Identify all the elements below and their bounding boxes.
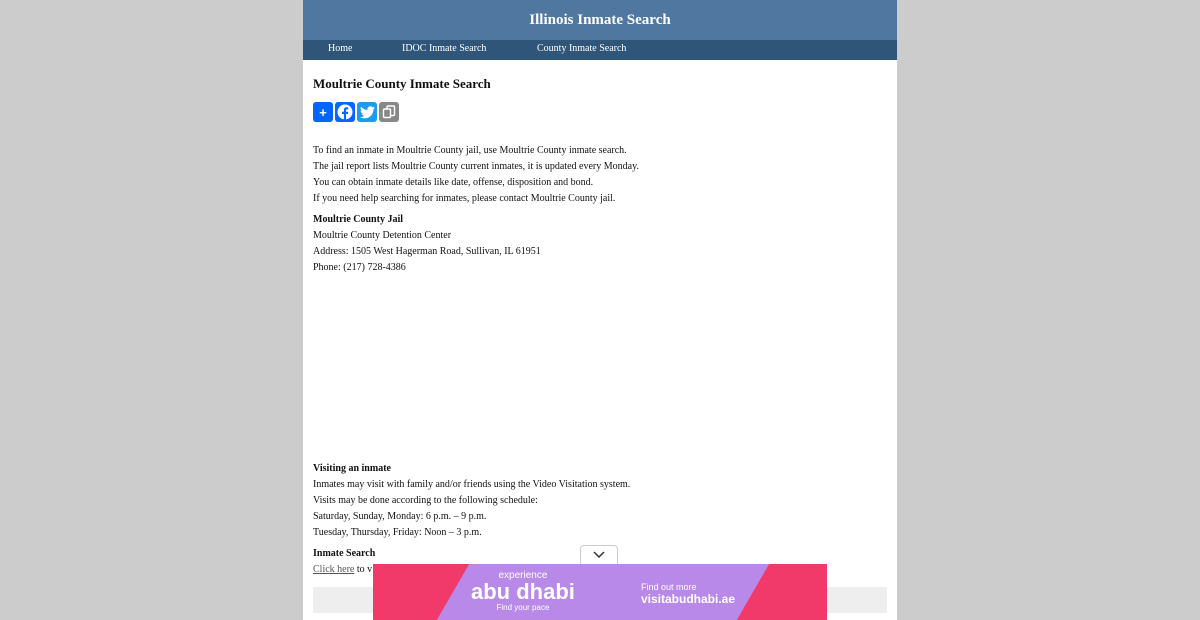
- visiting-line-2: Visits may be done according to the following schedule:: [313, 495, 538, 506]
- inmate-search-link[interactable]: Click here: [313, 564, 355, 575]
- ad-cta[interactable]: [641, 582, 735, 606]
- inmate-search-heading: Inmate Search: [313, 548, 376, 559]
- chevron-down-icon: [593, 551, 605, 559]
- visiting-line-1: Inmates may visit with family and/or friends using the Video Visitation system.: [313, 479, 631, 490]
- facebook-icon[interactable]: [335, 102, 355, 122]
- add-share-icon[interactable]: +: [313, 102, 333, 122]
- intro-line-3: You can obtain inmate details like date, offense, disposition and bond.: [313, 177, 594, 188]
- site-header: [303, 0, 897, 40]
- visiting-heading: Visiting an inmate: [313, 463, 391, 474]
- nav-home[interactable]: Home: [328, 43, 353, 54]
- jail-address: Address: 1505 West Hagerman Road, Sullivan, IL 61951: [313, 246, 541, 257]
- inmate-search-line: [313, 564, 372, 575]
- nav-idoc-inmate-search[interactable]: IDOC Inmate Search: [402, 43, 487, 54]
- ad-brand-name: abu dhabi: [471, 579, 575, 604]
- jail-heading: Moultrie County Jail: [313, 214, 403, 225]
- jail-phone: Phone: (217) 728-4386: [313, 262, 406, 273]
- jail-name: Moultrie County Detention Center: [313, 230, 452, 241]
- intro-line-1: To find an inmate in Moultrie County jail, use Moultrie County inmate search.: [313, 145, 627, 156]
- ad-brand: [471, 570, 575, 612]
- site-title[interactable]: Illinois Inmate Search: [529, 11, 671, 28]
- ad-collapse-button[interactable]: [580, 545, 618, 564]
- visiting-line-4: Tuesday, Thursday, Friday: Noon – 3 p.m.: [313, 527, 482, 538]
- inmate-search-after-link: to v: [356, 564, 373, 575]
- intro-line-2: The jail report lists Moultrie County current inmates, it is updated every Monday.: [313, 161, 639, 172]
- visiting-line-3: Saturday, Sunday, Monday: 6 p.m. – 9 p.m.: [313, 511, 487, 522]
- ad-url[interactable]: visitabudhabi.ae: [641, 592, 736, 606]
- twitter-icon[interactable]: [357, 102, 377, 122]
- ad-tagline: Find your pace: [496, 603, 550, 612]
- intro-line-4: If you need help searching for inmates, please contact Moultrie County jail.: [313, 193, 616, 204]
- ad-banner[interactable]: [373, 564, 827, 620]
- share-buttons: [313, 102, 399, 122]
- page-container: [303, 0, 897, 620]
- copy-link-icon[interactable]: [379, 102, 399, 122]
- page-title: Moultrie County Inmate Search: [313, 76, 491, 91]
- ad-cta-text: Find out more: [641, 582, 697, 592]
- nav-county-inmate-search[interactable]: County Inmate Search: [537, 43, 627, 54]
- nav-bar: [303, 40, 897, 60]
- ad-brand-small: experience: [498, 570, 548, 581]
